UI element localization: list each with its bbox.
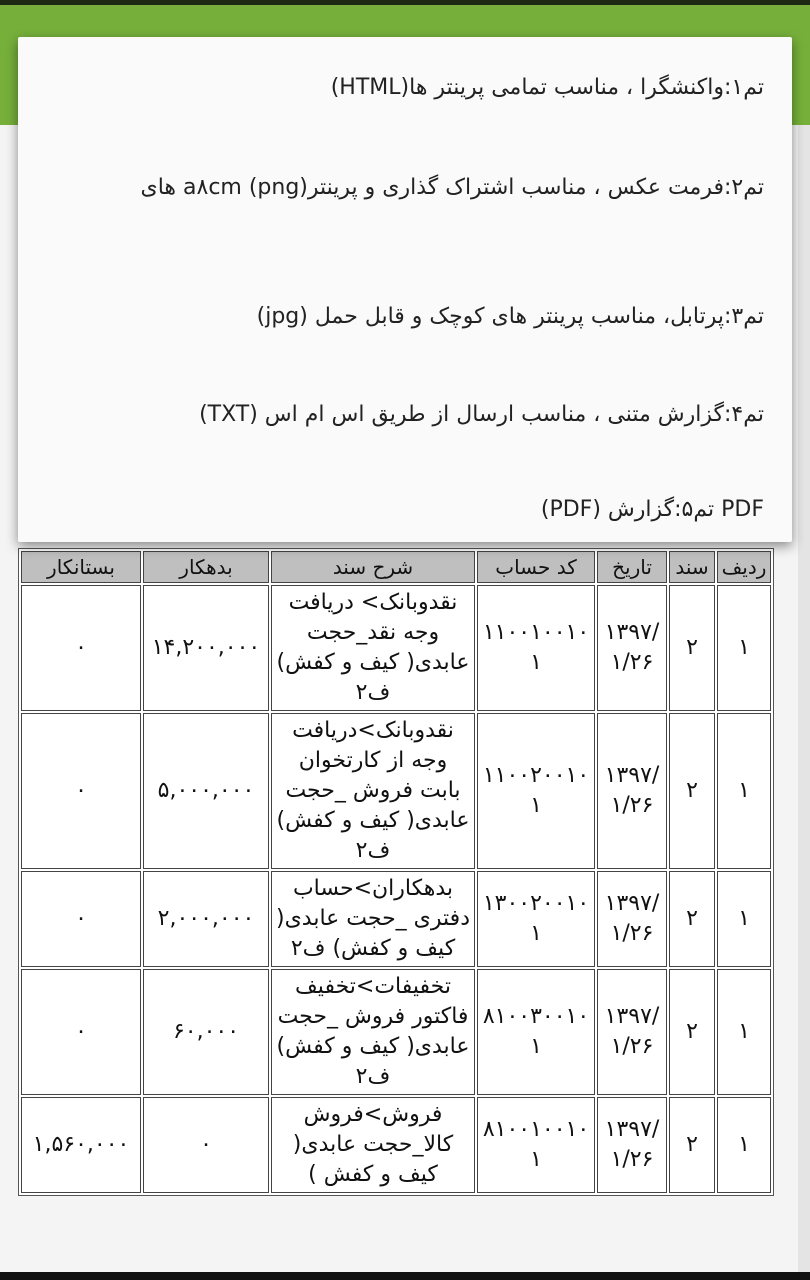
ledger-table	[18, 548, 774, 1196]
document-cell: ۲	[669, 1097, 715, 1193]
header-account-code: کد حساب	[477, 551, 595, 583]
credit-cell: ۰	[21, 585, 141, 711]
theme-option-2[interactable]: تم۲:فرمت عکس ، مناسب اشتراک گذاری و پرینترa۸cm (png) های	[140, 175, 764, 200]
row-number-cell: ۱	[717, 1097, 771, 1193]
account-code-cell: ۸۱۰۰۳۰۰۱۰۱	[477, 969, 595, 1095]
scrollbar[interactable]	[798, 125, 810, 1272]
account-code-cell: ۸۱۰۰۱۰۰۱۰۱	[477, 1097, 595, 1193]
account-code-cell: ۱۱۰۰۲۰۰۱۰۱	[477, 713, 595, 869]
description-cell: بدهکاران>حساب دفتری _حجت عابدی( کیف و کفش) ف۲	[271, 871, 475, 967]
description-cell: نقدوبانک> دریافت وجه نقد_حجت عابدی( کیف و کفش) ف۲	[271, 585, 475, 711]
document-cell: ۲	[669, 713, 715, 869]
description-cell: تخفیفات>تخفیف فاکتور فروش _حجت عابدی( کیف و کفش) ف۲	[271, 969, 475, 1095]
credit-cell: ۱,۵۶۰,۰۰۰	[21, 1097, 141, 1193]
header-description: شرح سند	[271, 551, 475, 583]
header-debit: بدهکار	[143, 551, 269, 583]
date-cell: ۱۳۹۷/۱/۲۶	[597, 969, 667, 1095]
theme-option-3[interactable]: تم۳:پرتابل، مناسب پرینتر های کوچک و قابل حمل (jpg)	[256, 304, 764, 329]
theme-option-4[interactable]: تم۴:گزارش متنی ، مناسب ارسال از طریق اس ام اس (TXT)	[199, 402, 764, 427]
document-cell: ۲	[669, 585, 715, 711]
header-credit: بستانکار	[21, 551, 141, 583]
date-cell: ۱۳۹۷/۱/۲۶	[597, 713, 667, 869]
debit-cell: ۵,۰۰۰,۰۰۰	[143, 713, 269, 869]
credit-cell: ۰	[21, 871, 141, 967]
table-row	[21, 969, 771, 1095]
table-row	[21, 713, 771, 869]
header-row-number: ردیف	[717, 551, 771, 583]
credit-cell: ۰	[21, 969, 141, 1095]
account-code-cell: ۱۱۰۰۱۰۰۱۰۱	[477, 585, 595, 711]
debit-cell: ۰	[143, 1097, 269, 1193]
table-row	[21, 871, 771, 967]
theme-option-5[interactable]: PDF تم۵:گزارش (PDF)	[540, 497, 764, 522]
row-number-cell: ۱	[717, 713, 771, 869]
date-cell: ۱۳۹۷/۱/۲۶	[597, 585, 667, 711]
theme-option-1[interactable]: تم۱:واکنشگرا ، مناسب تمامی پرینتر ها(HTML)	[330, 75, 764, 100]
account-code-cell: ۱۳۰۰۲۰۰۱۰۱	[477, 871, 595, 967]
description-cell: نقدوبانک>دریافت وجه از کارتخوان بابت فروش _حجت عابدی( کیف و کفش) ف۲	[271, 713, 475, 869]
debit-cell: ۲,۰۰۰,۰۰۰	[143, 871, 269, 967]
table-row	[21, 1097, 771, 1193]
theme-select-dialog	[18, 37, 792, 542]
document-cell: ۲	[669, 871, 715, 967]
table-row	[21, 585, 771, 711]
description-cell: فروش>فروش کالا_حجت عابدی( کیف و کفش )	[271, 1097, 475, 1193]
debit-cell: ۱۴,۲۰۰,۰۰۰	[143, 585, 269, 711]
table-header-row	[21, 551, 771, 583]
credit-cell: ۰	[21, 713, 141, 869]
document-cell: ۲	[669, 969, 715, 1095]
row-number-cell: ۱	[717, 585, 771, 711]
debit-cell: ۶۰,۰۰۰	[143, 969, 269, 1095]
navigation-bar	[0, 1272, 810, 1280]
row-number-cell: ۱	[717, 969, 771, 1095]
header-date: تاریخ	[597, 551, 667, 583]
date-cell: ۱۳۹۷/۱/۲۶	[597, 1097, 667, 1193]
row-number-cell: ۱	[717, 871, 771, 967]
date-cell: ۱۳۹۷/۱/۲۶	[597, 871, 667, 967]
header-document: سند	[669, 551, 715, 583]
